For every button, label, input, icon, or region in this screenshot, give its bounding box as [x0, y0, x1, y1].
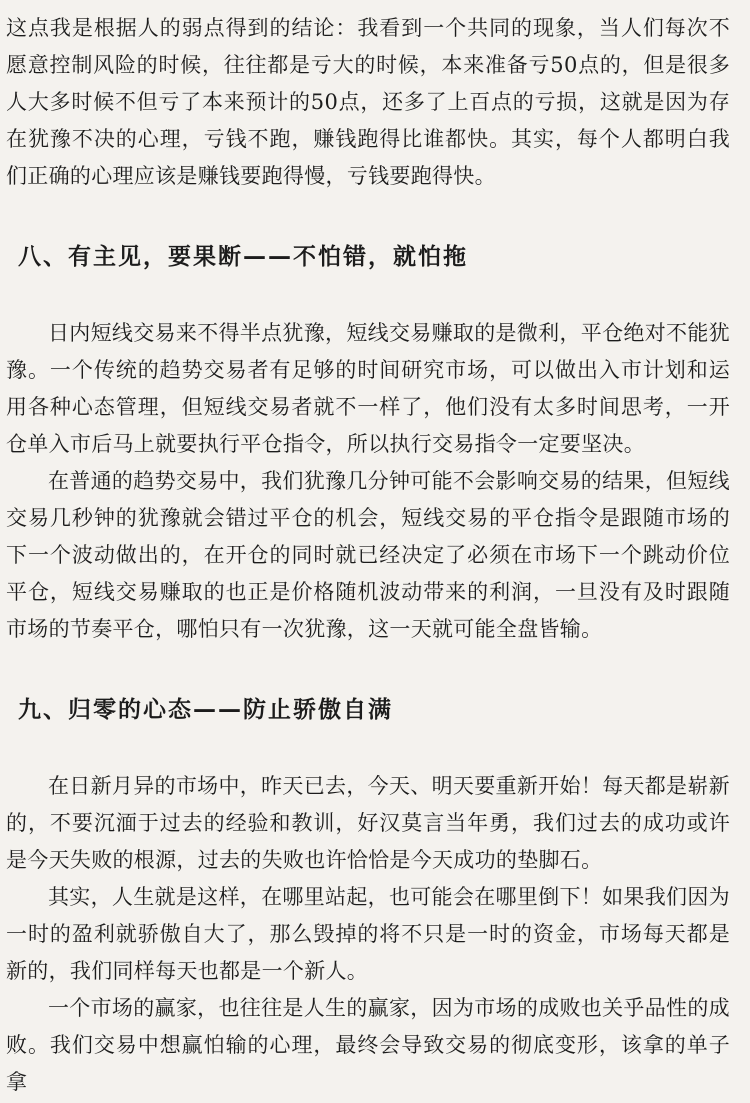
paragraph-short-term-decisive: 日内短线交易来不得半点犹豫，短线交易赚取的是微利，平仓绝对不能犹豫。一个传统的趋势交易者有足够的时间研究市场，可以做出入市计划和运用各种心态管理，但短线交易者就不一样了，他们没有太多时间思考，一开仓单入市后马上就要执行平仓指令，所以执行交易指令一定要坚决。	[6, 321, 730, 456]
section-heading-8: 八、有主见，要果断——不怕错，就怕拖	[18, 244, 468, 270]
paragraph-trend-vs-short: 在普通的趋势交易中，我们犹豫几分钟可能不会影响交易的结果，但短线交易几秒钟的犹豫就会错过平仓的机会，短线交易的平仓指令是跟随市场的下一个波动做出的，在开仓的同时就已经决定了必须在市场下一个跳动价位平仓，短线交易赚取的也正是价格随机波动带来的利润，一旦没有及时跟随市场的节奏平仓，哪怕只有一次犹豫，这一天就可能全盘皆输。	[6, 469, 730, 641]
paragraph-risk-control: 这点我是根据人的弱点得到的结论：我看到一个共同的现象，当人们每次不愿意控制风险的时候，往往都是亏大的时候，本来准备亏50点的，但是很多人大多时候不但亏了本来预计的50点，还多了上百点的亏损，这就是因为存在犹豫不决的心理，亏钱不跑，赚钱跑得比谁都快。其实，每个人都明白我们正确的心理应该是赚钱要跑得慢，亏钱要跑得快。	[6, 16, 730, 188]
paragraph-new-day: 在日新月异的市场中，昨天已去，今天、明天要重新开始！每天都是崭新的，不要沉湎于过去的经验和教训，好汉莫言当年勇，我们过去的成功或许是今天失败的根源，过去的失败也许恰恰是今天成功的垫脚石。	[6, 774, 730, 872]
section-heading-9: 九、归零的心态——防止骄傲自满	[18, 697, 393, 723]
paragraph-life: 其实，人生就是这样，在哪里站起，也可能会在哪里倒下！如果我们因为一时的盈利就骄傲自大了，那么毁掉的将不只是一时的资金，市场每天都是新的，我们同样每天也都是一个新人。	[6, 885, 730, 983]
paragraph-winner: 一个市场的赢家，也往往是人生的赢家，因为市场的成败也关乎品性的成败。我们交易中想赢怕输的心理，最终会导致交易的彻底变形，该拿的单子拿	[6, 996, 730, 1094]
